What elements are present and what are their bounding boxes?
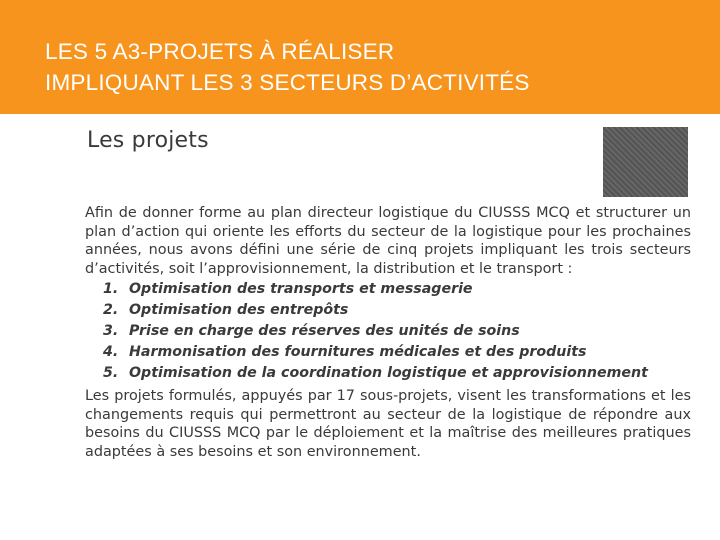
project-label: Optimisation des transports et messagerie xyxy=(129,281,473,297)
project-number: 1. xyxy=(103,281,119,297)
project-item xyxy=(85,279,685,300)
slide-header xyxy=(0,0,720,114)
slide-title xyxy=(45,36,530,98)
conclusion-paragraph: Les projets formulés, appuyés par 17 sous-projets, visent les transformations et les changements requis qui permettront au secteur de la logistique de répondre aux besoins du CIUSSS MCQ par le déploiement et la maîtrise des meilleures pratiques adaptées à ses besoins et son environnement. xyxy=(85,388,691,460)
project-label: Harmonisation des fournitures médicales et des produits xyxy=(129,344,587,360)
project-number: 5. xyxy=(103,365,119,381)
slide-title-line-1: LES 5 A3-PROJETS À RÉALISER xyxy=(45,39,395,64)
project-item xyxy=(85,321,685,342)
project-label: Optimisation des entrepôts xyxy=(129,302,349,318)
project-label: Optimisation de la coordination logistique et approvisionnement xyxy=(129,365,648,381)
document-image-placeholder xyxy=(603,127,688,197)
project-item xyxy=(85,342,685,363)
project-number: 2. xyxy=(103,302,119,318)
project-number: 4. xyxy=(103,344,119,360)
project-item xyxy=(85,300,685,321)
project-number: 3. xyxy=(103,323,119,339)
slide-title-line-2: IMPLIQUANT LES 3 SECTEURS D’ACTIVITÉS xyxy=(45,70,530,95)
project-label: Prise en charge des réserves des unités de soins xyxy=(129,323,520,339)
document-heading: Les projets xyxy=(87,128,209,153)
project-item xyxy=(85,363,685,384)
projects-list xyxy=(85,279,685,384)
intro-paragraph: Afin de donner forme au plan directeur logistique du CIUSSS MCQ et structurer un plan d’action qui oriente les efforts du secteur de la logistique pour les prochaines années, nous avons défini une série de cinq projets impliquant les trois secteurs d’activités, soit l’approvisionnement, la distribution et le transport : xyxy=(85,205,691,277)
